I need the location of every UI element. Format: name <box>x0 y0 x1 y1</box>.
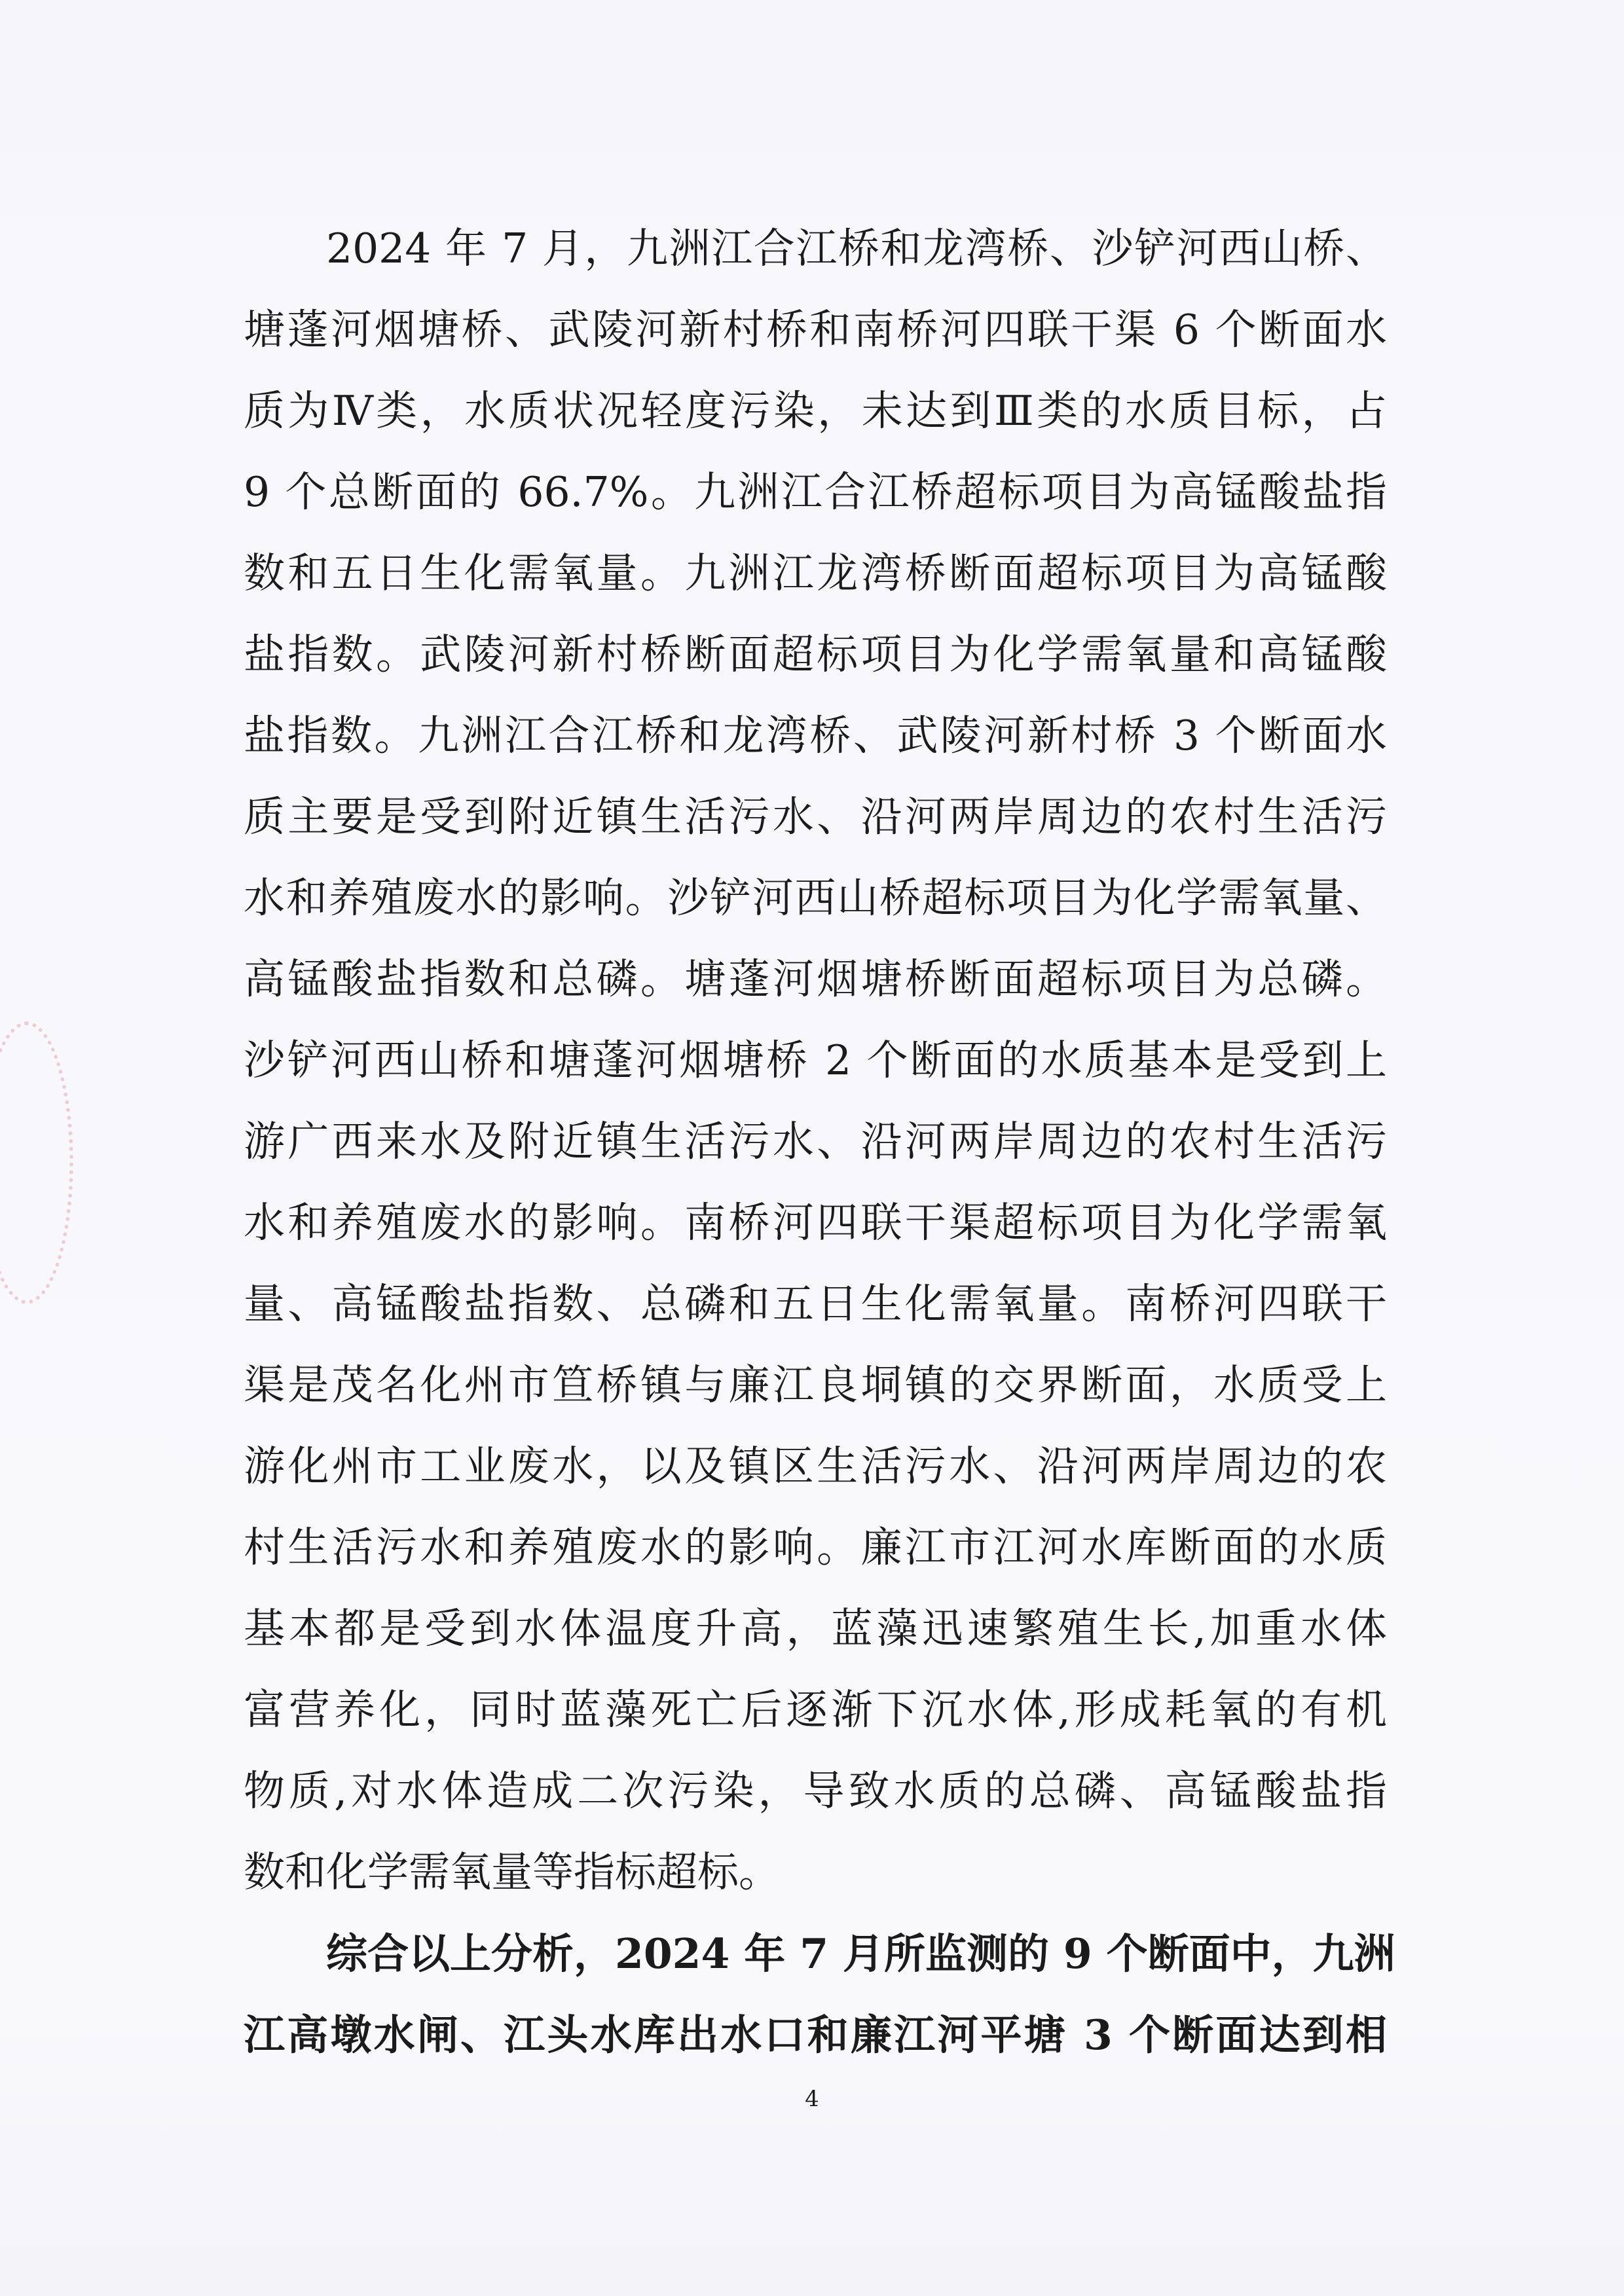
paragraph-line: 量、高锰酸盐指数、总磷和五日生化需氧量。南桥河四联干 <box>244 1280 1387 1328</box>
paragraph-line: 富营养化，同时蓝藻死亡后逐渐下沉水体,形成耗氧的有机 <box>244 1686 1387 1734</box>
paragraph-line: 9 个总断面的 66.7%。九洲江合江桥超标项目为高锰酸盐指 <box>244 468 1387 516</box>
paragraph-line: 水和养殖废水的影响。沙铲河西山桥超标项目为化学需氧量、 <box>244 874 1387 922</box>
paragraph-line: 质为Ⅳ类，水质状况轻度污染，未达到Ⅲ类的水质目标，占 <box>244 387 1387 435</box>
page-number: 4 <box>805 2086 819 2112</box>
red-seal-stamp <box>0 1021 73 1304</box>
paragraph-line: 数和五日生化需氧量。九洲江龙湾桥断面超标项目为高锰酸 <box>244 549 1387 597</box>
paragraph-line: 村生活污水和养殖废水的影响。廉江市江河水库断面的水质 <box>244 1523 1387 1571</box>
paragraph-line: 质主要是受到附近镇生活污水、沿河两岸周边的农村生活污 <box>244 793 1387 841</box>
paragraph-line: 盐指数。九洲江合江桥和龙湾桥、武陵河新村桥 3 个断面水 <box>244 712 1387 759</box>
paragraph-line: 物质,对水体造成二次污染，导致水质的总磷、高锰酸盐指 <box>244 1767 1387 1815</box>
summary-line: 综合以上分析，2024 年 7 月所监测的 9 个断面中，九洲 <box>326 1929 1395 1978</box>
summary-line: 江高墩水闸、江头水库出水口和廉江河平塘 3 个断面达到相 <box>244 2011 1387 2059</box>
paragraph-line: 塘蓬河烟塘桥、武陵河新村桥和南桥河四联干渠 6 个断面水 <box>244 306 1387 354</box>
paragraph-line: 基本都是受到水体温度升高，蓝藻迅速繁殖生长,加重水体 <box>244 1605 1387 1652</box>
paragraph-line: 沙铲河西山桥和塘蓬河烟塘桥 2 个断面的水质基本是受到上 <box>244 1036 1387 1084</box>
paragraph-line: 高锰酸盐指数和总磷。塘蓬河烟塘桥断面超标项目为总磷。 <box>244 955 1387 1003</box>
paragraph-line: 盐指数。武陵河新村桥断面超标项目为化学需氧量和高锰酸 <box>244 630 1387 678</box>
paragraph-line: 数和化学需氧量等指标超标。 <box>244 1848 780 1896</box>
body-text <box>244 208 1395 2075</box>
paragraph-line: 渠是茂名化州市笪桥镇与廉江良垌镇的交界断面，水质受上 <box>244 1361 1387 1409</box>
paragraph-line: 2024 年 7 月，九洲江合江桥和龙湾桥、沙铲河西山桥、 <box>326 225 1387 272</box>
paragraph-line: 游化州市工业废水，以及镇区生活污水、沿河两岸周边的农 <box>244 1442 1387 1490</box>
paragraph-line: 水和养殖废水的影响。南桥河四联干渠超标项目为化学需氧 <box>244 1199 1387 1247</box>
paragraph-line: 游广西来水及附近镇生活污水、沿河两岸周边的农村生活污 <box>244 1118 1387 1165</box>
